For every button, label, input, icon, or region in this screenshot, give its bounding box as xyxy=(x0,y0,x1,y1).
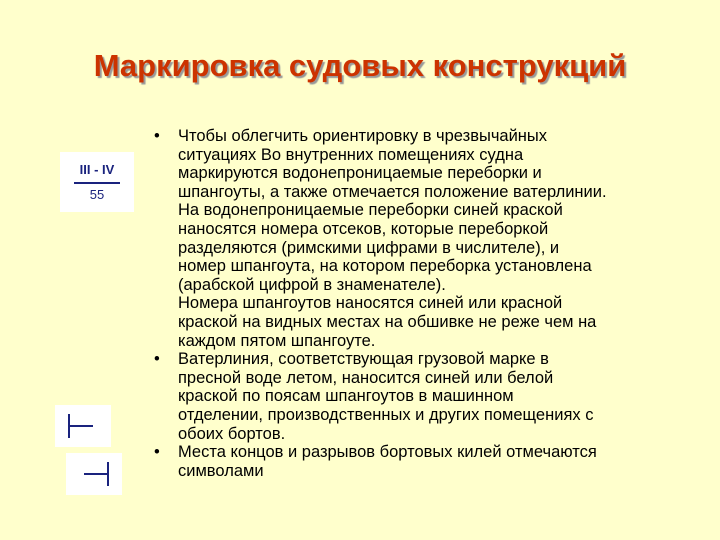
text-line: наносятся номера отсеков, которые переборкой xyxy=(178,219,549,238)
text-line: номер шпангоута, на котором переборка установлена xyxy=(178,257,592,276)
text-line: • Чтобы облегчить ориентировку в чрезвычайных xyxy=(178,127,548,145)
compartment-numbers: III - IV xyxy=(79,162,115,177)
text-line: каждом пятом шпангоуте. xyxy=(178,331,376,350)
text-line: • Места концов и разрывов бортовых килей отмечаются xyxy=(178,443,597,462)
frame-number: 55 xyxy=(89,187,105,202)
text-line: шпангоуты, а также отмечается положение ватерлинии. xyxy=(178,182,607,201)
keel-end-icon xyxy=(66,453,122,495)
slide-title: Маркировка судовых конструкций xyxy=(93,48,627,83)
keel-end-symbol-box xyxy=(66,453,122,495)
bullet-list xyxy=(152,127,697,480)
text-line: краской по поясам шпангоутов в машинном xyxy=(178,387,514,406)
keel-start-symbol-box xyxy=(55,405,111,447)
text-line: символами xyxy=(178,461,264,480)
text-line: разделяются (римскими цифрами в числителе), и xyxy=(178,238,560,257)
text-line: (арабской цифрой в знаменателе). xyxy=(178,275,446,294)
text-line: краской на видных местах на обшивке не реже чем на xyxy=(178,312,597,331)
text-line: Номера шпангоутов наносятся синей или красной xyxy=(178,294,563,313)
bulkhead-marking-example xyxy=(60,152,134,212)
keel-start-icon xyxy=(55,405,111,447)
text-line: отделении, производственных и других помещениях с xyxy=(178,405,594,424)
fraction-bar xyxy=(74,182,120,184)
text-line: На водонепроницаемые переборки синей краской xyxy=(178,201,563,220)
text-line: пресной воде летом, наносится синей или белой xyxy=(178,368,554,387)
text-line: • Ватерлиния, соответствующая грузовой марке в xyxy=(178,350,549,369)
bullet-item-marking xyxy=(152,127,697,350)
text-line: маркируются водонепроницаемые переборки и xyxy=(178,164,542,183)
bullet-item-keels xyxy=(152,443,697,480)
text-line: ситуациях Во внутренних помещениях судна xyxy=(178,145,524,164)
bullet-item-waterline xyxy=(152,350,697,443)
text-line: обоих бортов. xyxy=(178,424,286,443)
